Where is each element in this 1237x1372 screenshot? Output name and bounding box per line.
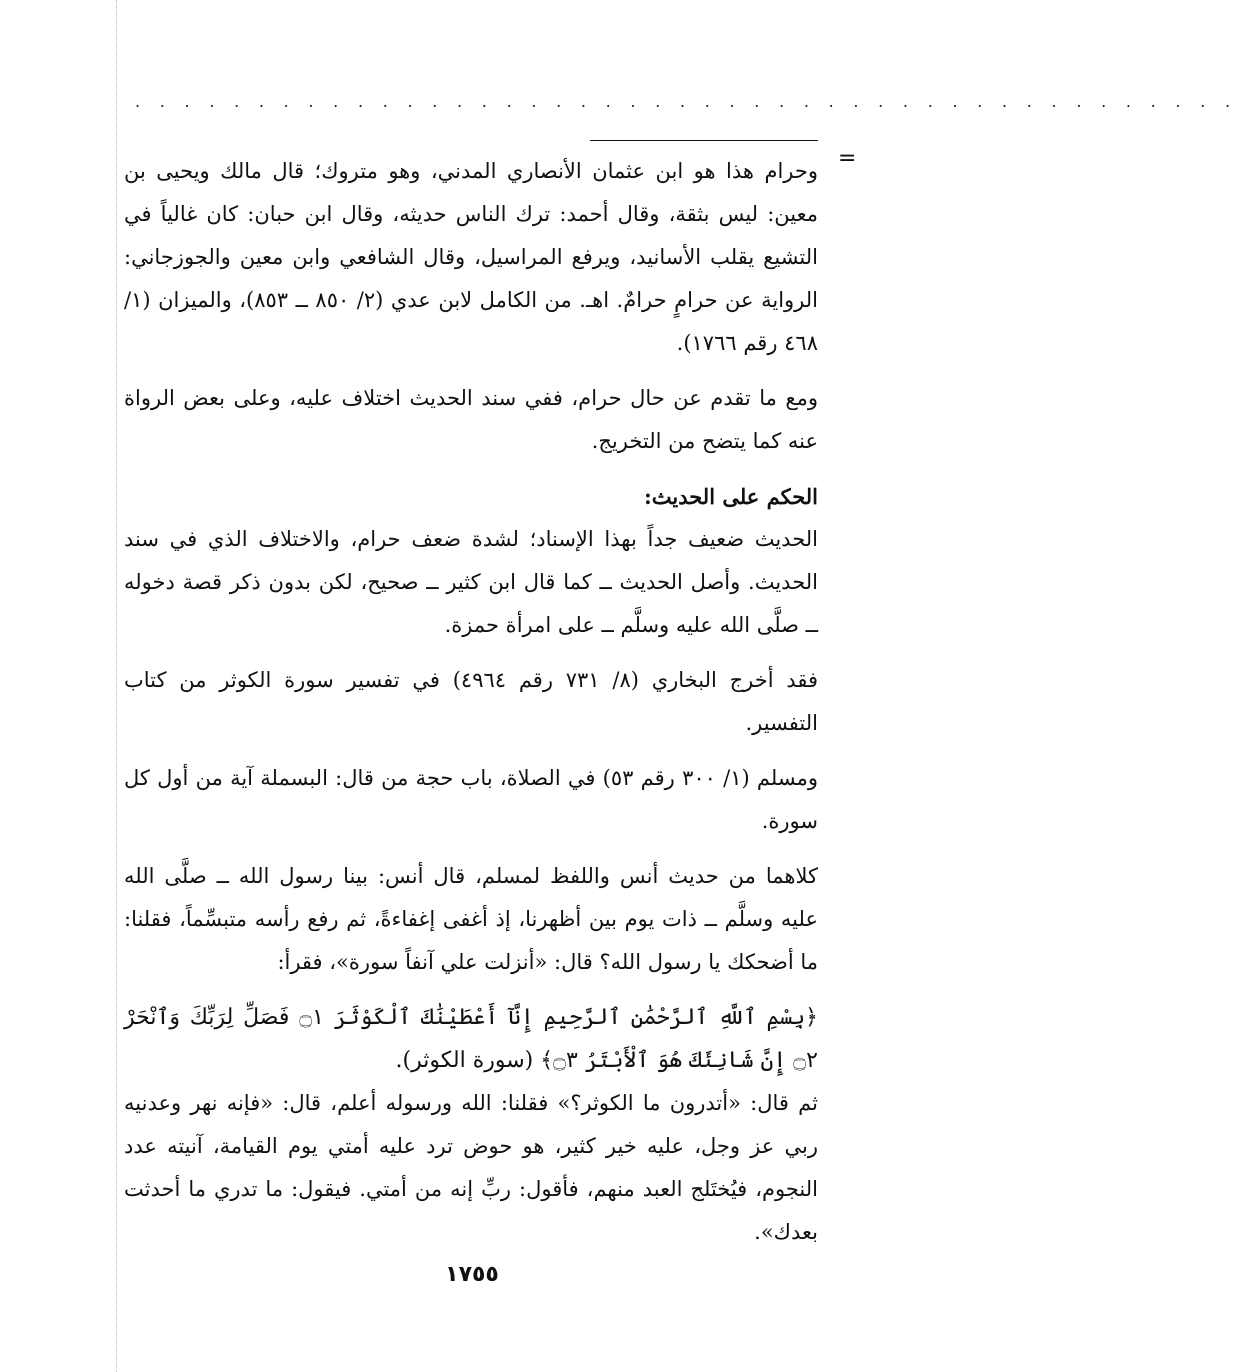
page-edge	[116, 0, 117, 1372]
section-heading: الحكم على الحديث:	[644, 484, 818, 509]
footnote-continuation-mark: =	[838, 146, 857, 171]
quran-verse: ﴿بِسْمِ ٱللَّهِ ٱلرَّحْمَٰنِ ٱلرَّحِيمِ إِنَّآ أَعْطَيْنَٰكَ ٱلْكَوْثَرَ ۝١ فَصَلِّ لِرَبِّكَ وَٱنْحَرْ ۝٢ إِنَّ شَانِئَكَ هُوَ ٱلْأَبْتَرُ ۝٣﴾ (سورة الكوثر).	[124, 1005, 819, 1073]
paragraph-ruling: الحديث ضعيف جداً بهذا الإسناد؛ لشدة ضعف حرام، والاختلاف الذي في سند الحديث. وأصل الحديث ــ كما قال ابن كثير ــ صحيح، لكن بدون ذكر قصة دخوله ــ صلَّى الله عليه وسلَّم ــ على امرأة حمزة.	[124, 527, 818, 637]
paragraph-muslim: ومسلم (١/ ٣٠٠ رقم ٥٣) في الصلاة، باب حجة من قال: البسملة آية من أول كل سورة.	[124, 766, 818, 833]
footnote-rule	[590, 140, 818, 141]
separator-dots: . . . . . . . . . . . . . . . . . . . . . . . . . . . . . . . . . . . . . . . . . . . . .	[135, 92, 1237, 111]
paragraph-hadith-anas: كلاهما من حديث أنس واللفظ لمسلم، قال أنس: بينا رسول الله ــ صلَّى الله عليه وسلَّم ــ ذات يوم بين أظهرنا، إذ أغفى إغفاءةً، ثم رفع رأسه متبسِّماً، فقلنا: ما أضحكك يا رسول الله؟ قال: «أنزلت علي آنفاً سورة»، فقرأ:	[124, 864, 818, 974]
page-number: ١٧٥٥	[445, 1262, 499, 1287]
paragraph-bukhari: فقد أخرج البخاري (٨/ ٧٣١ رقم ٤٩٦٤) في تفسير سورة الكوثر من كتاب التفسير.	[124, 668, 818, 735]
page-content	[124, 150, 818, 1254]
paragraph-kawthar: ثم قال: «أتدرون ما الكوثر؟» فقلنا: الله ورسوله أعلم، قال: «فإنه نهر وعدنيه ربي عز وجل، عليه خير كثير، هو حوض ترد عليه أمتي يوم القيامة، آنيته عدد النجوم، فيُختَلج العبد منهم، فأقول: ربِّ إنه من أمتي. فيقول: ما تدري ما أحدثت بعدك».	[124, 1091, 818, 1244]
footnote-paragraph: وحرام هذا هو ابن عثمان الأنصاري المدني، وهو متروك؛ قال مالك ويحيى بن معين: ليس بثقة، وقال أحمد: ترك الناس حديثه، وقال ابن حبان: كان غالياً في التشيع يقلب الأسانيد، ويرفع المراسيل، وقال الشافعي وابن معين والجوزجاني: الرواية عن حرامٍ حرامٌ. اهـ. من الكامل لابن عدي (٢/ ٨٥٠ ــ ٨٥٣)، والميزان (١/ ٤٦٨ رقم ١٧٦٦).	[124, 159, 818, 355]
paragraph-isnad-note: ومع ما تقدم عن حال حرام، ففي سند الحديث اختلاف عليه، وعلى بعض الرواة عنه كما يتضح من التخريج.	[124, 386, 818, 453]
